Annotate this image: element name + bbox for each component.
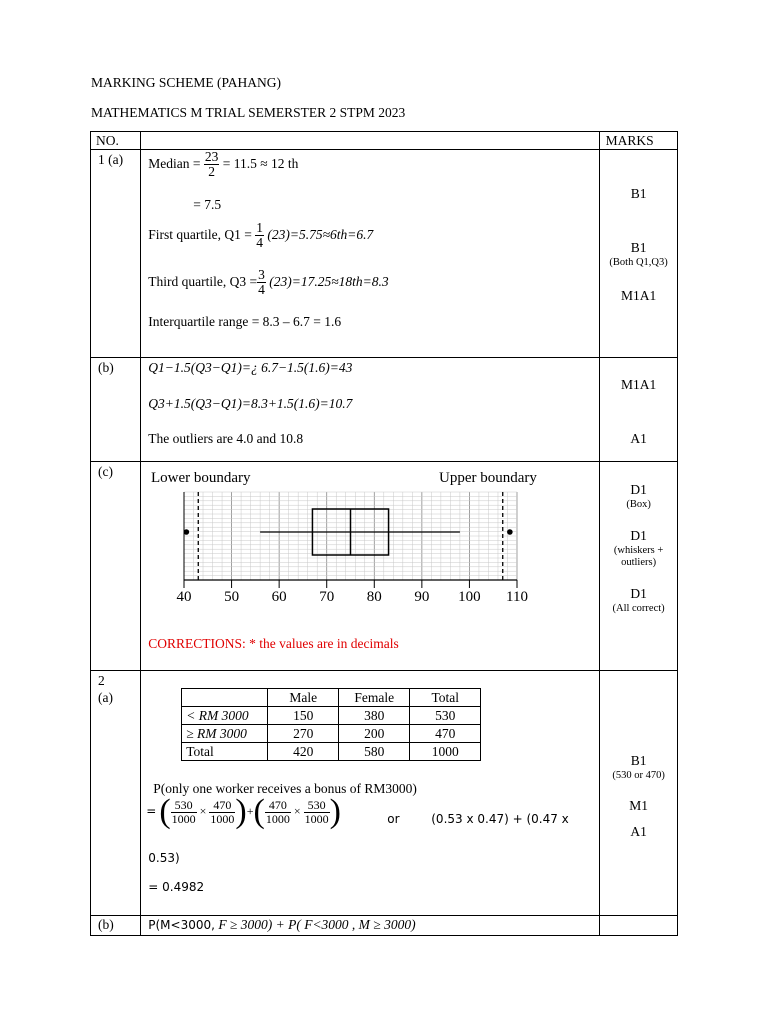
q1-num: 1	[256, 220, 263, 235]
q2b-part-a: P(M<3000,	[148, 918, 215, 932]
mark-1c-d1: D1	[630, 482, 647, 497]
ct-row2-label: ≥ RM 3000	[182, 725, 268, 743]
mark-1c-box: (Box)	[626, 499, 651, 510]
q3-label: Third quartile, Q3 =	[148, 273, 258, 289]
ct-row1-label: < RM 3000	[182, 707, 268, 725]
q1-label: First quartile, Q1 =	[148, 226, 252, 242]
contingency-table	[181, 688, 481, 761]
f2-den: 1000	[210, 811, 235, 826]
x-tick-label-40: 40	[176, 589, 192, 605]
f3-den: 1000	[265, 811, 290, 826]
x-tick-label-60: 60	[271, 589, 287, 605]
alt-calc: (0.53 x 0.47) + (0.47 x	[431, 812, 569, 826]
x-tick-label-90: 90	[414, 589, 430, 605]
q1-den: 4	[256, 235, 263, 251]
alt-calc-cont: 0.53)	[148, 851, 180, 865]
q3-den: 4	[258, 282, 265, 298]
header-marks-label: MARKS	[605, 133, 654, 148]
f1-den: 1000	[171, 811, 196, 826]
mark-2a-a1: A1	[630, 824, 647, 839]
header-blank	[141, 132, 599, 150]
row-1a	[91, 150, 678, 358]
x-tick-label-50: 50	[224, 589, 240, 605]
iqr-line: Interquartile range = 8.3 – 6.7 = 1.6	[148, 314, 342, 329]
frac-470-1000	[209, 799, 235, 825]
q3-line	[148, 268, 388, 297]
header-no-label: NO.	[96, 133, 119, 148]
x-tick-label-100: 100	[458, 589, 481, 605]
q3-fraction	[257, 268, 266, 297]
marking-table	[90, 131, 678, 936]
f2-num: 470	[209, 799, 235, 813]
qno-2a: (a)	[98, 690, 113, 705]
eq-sign: =	[146, 803, 157, 818]
f4-num: 530	[304, 799, 330, 813]
x-tick-label-110: 110	[506, 589, 529, 605]
ct-head-male: Male	[268, 689, 339, 707]
ct-head-total: Total	[410, 689, 481, 707]
ct-row3-male: 420	[268, 743, 339, 761]
ct-row1-total: 530	[410, 707, 481, 725]
ct-row3-label: Total	[182, 743, 268, 761]
frac-530-1000	[171, 799, 197, 825]
doc-subtitle: MATHEMATICS M TRIAL SEMERSTER 2 STPM 2023	[91, 105, 406, 120]
q1-line	[148, 221, 373, 250]
outlier-high	[507, 529, 513, 535]
ct-head-female: Female	[339, 689, 410, 707]
mark-1c-d1c: D1	[630, 586, 647, 601]
median-line	[148, 150, 298, 179]
q1-rest: (23)=5.75≈6th=6.7	[267, 226, 374, 242]
row-2a	[91, 671, 678, 916]
mark-2a-b1: B1	[630, 753, 647, 768]
outliers-line: The outliers are 4.0 and 10.8	[148, 431, 304, 446]
row-2b	[91, 916, 678, 936]
ct-row2-total: 470	[410, 725, 481, 743]
x-tick-label-80: 80	[367, 589, 383, 605]
median-den: 2	[208, 164, 215, 180]
ct-row2-male: 270	[268, 725, 339, 743]
upper-boundary-label: Upper boundary	[439, 470, 538, 486]
probability-statement: P(only one worker receives a bonus of RM3000)	[153, 781, 417, 796]
probability-expression: = ( $\frac{530}{1000}$ × $\frac{470}{1000}$ )+( $\frac{470}{1000}$ × $\frac{530}{1000}$ )	[146, 793, 341, 830]
mark-1c-d1b: D1	[630, 528, 647, 543]
median-fraction	[204, 150, 220, 179]
correction-note: CORRECTIONS: * the values are in decimals	[148, 636, 399, 651]
mark-1c-whiskers: (whiskers +	[613, 545, 664, 556]
ct-row2-female: 200	[339, 725, 410, 743]
ct-row1-female: 380	[339, 707, 410, 725]
frac-530-1000-b	[304, 799, 330, 825]
q3-num: 3	[258, 267, 265, 282]
ct-row1-male: 150	[268, 707, 339, 725]
mark-1a-b1: B1	[630, 186, 647, 201]
header-no	[91, 132, 141, 150]
or-word: or	[387, 812, 400, 826]
frac-470-1000-b	[265, 799, 291, 825]
result-value: = 0.4982	[148, 880, 205, 894]
mark-2a-m1: M1	[629, 798, 648, 813]
row-1c	[91, 462, 678, 671]
plus-sign: +	[246, 803, 254, 818]
qno-1b: (b)	[98, 360, 114, 375]
times-2: ×	[293, 803, 301, 818]
mark-1a-m1a1: M1A1	[620, 288, 657, 303]
ct-row3-female: 580	[339, 743, 410, 761]
mark-1b-a1: A1	[630, 431, 647, 446]
q2b-part-c: F<3000 , M ≥ 3000)	[304, 917, 416, 932]
boxplot-figure	[141, 462, 597, 622]
qno-1a: 1 (a)	[98, 152, 124, 167]
x-tick-label-70: 70	[319, 589, 335, 605]
q2b-part-b: F ≥ 3000) + P(	[218, 917, 301, 932]
outlier-low	[184, 529, 190, 535]
q2b-expression	[148, 917, 415, 933]
header-marks	[599, 132, 677, 150]
mark-1a-b1b: B1	[630, 240, 647, 255]
median-label: Median =	[148, 155, 201, 171]
q1-fraction	[255, 221, 264, 250]
f4-den: 1000	[304, 811, 329, 826]
mark-1a-note: (Both Q1,Q3)	[609, 257, 668, 268]
f3-num: 470	[265, 799, 291, 813]
f1-num: 530	[171, 799, 197, 813]
mark-2a-note: (530 or 470)	[612, 770, 665, 781]
median-rest: = 11.5 ≈ 12 th	[222, 155, 299, 171]
mark-1c-all: (All correct)	[612, 603, 665, 614]
doc-title: MARKING SCHEME (PAHANG)	[91, 75, 282, 90]
median-value: = 7.5	[193, 197, 222, 212]
mark-1c-outliers: outliers)	[621, 557, 657, 568]
times-1: ×	[199, 803, 207, 818]
qno-1c: (c)	[98, 464, 113, 479]
ct-head-blank	[182, 689, 268, 707]
lower-bound-calc: Q1−1.5(Q3−Q1)=¿ 6.7−1.5(1.6)=43	[148, 360, 353, 375]
q3-rest: (23)=17.25≈18th=8.3	[269, 273, 389, 289]
figure-mask	[151, 462, 551, 466]
qno-2b: (b)	[98, 917, 114, 932]
upper-bound-calc: Q3+1.5(Q3−Q1)=8.3+1.5(1.6)=10.7	[148, 396, 353, 411]
lower-boundary-label: Lower boundary	[151, 470, 251, 486]
row-1b	[91, 358, 678, 462]
ct-row3-total: 1000	[410, 743, 481, 761]
qno-2: 2	[98, 673, 105, 688]
median-num: 23	[204, 149, 219, 164]
mark-1b-m1a1: M1A1	[620, 377, 657, 392]
